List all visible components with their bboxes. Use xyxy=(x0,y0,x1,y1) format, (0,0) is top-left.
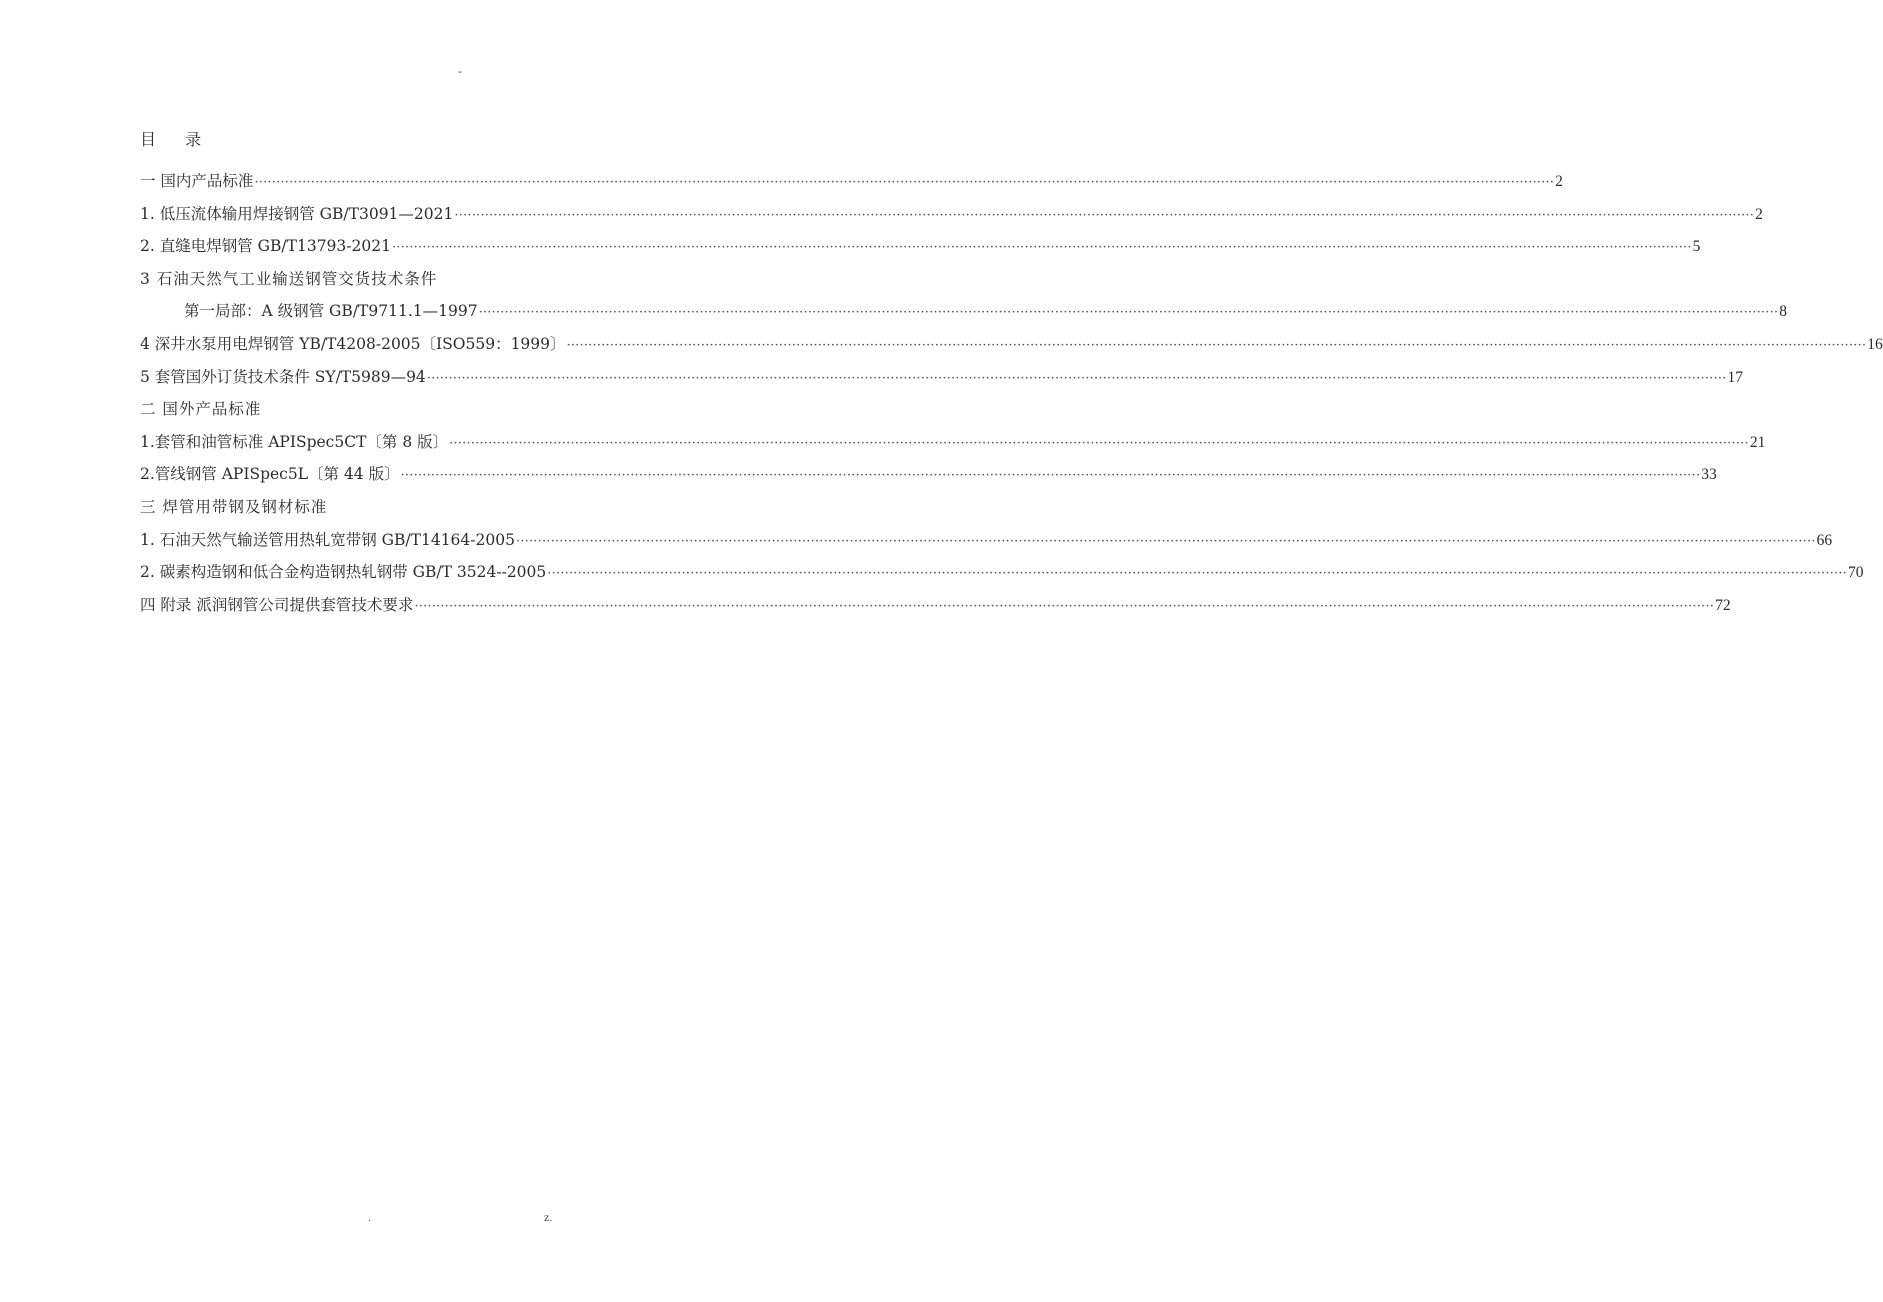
toc-row-label: 四 附录 派润钢管公司提供套管技术要求 xyxy=(140,595,414,614)
toc-row-label: 二 国外产品标准 xyxy=(140,400,262,419)
toc-leader-dots: ············································································································································································································································································································ xyxy=(566,337,1867,353)
footer-mark-right: z. xyxy=(544,1210,553,1224)
toc-row[interactable] xyxy=(140,559,1864,592)
toc-row[interactable] xyxy=(140,266,782,299)
toc-row[interactable] xyxy=(140,396,782,429)
toc-row-page: 33 xyxy=(1701,466,1717,484)
toc-row[interactable] xyxy=(140,168,1563,201)
toc-row[interactable] xyxy=(140,592,1731,625)
toc-row-page: 2 xyxy=(1555,173,1563,190)
toc-leader-dots: ············································································································································································································································································································ xyxy=(414,598,1715,614)
toc-row-label: 一 国内产品标准 xyxy=(140,172,254,190)
toc-row-label: 1.套管和油管标准 APISpec5CT〔第 8 版〕 xyxy=(140,432,449,451)
header-mark: - xyxy=(458,64,462,78)
toc-row-label: 2.管线钢管 APISpec5L〔第 44 版〕 xyxy=(140,465,400,484)
toc-leader-dots: ············································································································································································································································································································ xyxy=(426,370,1727,386)
toc-row-page: 17 xyxy=(1727,368,1744,386)
toc-row[interactable] xyxy=(140,429,1766,462)
toc-row[interactable] xyxy=(140,233,1701,266)
toc-leader-dots: ············································································································································································································································································································ xyxy=(449,435,1749,451)
toc-row-page: 5 xyxy=(1692,238,1701,256)
toc-row-page: 2 xyxy=(1755,205,1763,223)
toc-row[interactable] xyxy=(140,461,1717,494)
toc-row-label: 2. 碳素构造钢和低合金构造钢热轧钢带 GB/T 3524--2005 xyxy=(140,563,547,582)
toc-row-label: 第一局部：A 级钢管 GB/T9711.1—1997 xyxy=(184,302,478,321)
toc-row[interactable] xyxy=(140,201,1763,234)
toc-row[interactable] xyxy=(140,527,1833,560)
toc-leader-dots: ············································································································································································································································································································ xyxy=(478,305,1779,321)
toc-row-page: 70 xyxy=(1847,564,1864,582)
toc-leader-dots: ············································································································································································································································································································ xyxy=(454,207,1755,223)
toc-row[interactable] xyxy=(140,331,1883,364)
toc-leader-dots: ············································································································································································································································································································ xyxy=(547,566,1847,582)
toc-row-page: 8 xyxy=(1779,303,1788,321)
table-of-contents xyxy=(140,168,1883,624)
toc-row-label: 1. 石油天然气输送管用热轧宽带钢 GB/T14164-2005 xyxy=(140,530,515,549)
toc-leader-dots: ············································································································································································································································································································ xyxy=(391,240,1692,256)
toc-row[interactable] xyxy=(140,364,1744,397)
toc-row-label: 三 焊管用带钢及钢材标准 xyxy=(140,497,328,516)
toc-row-label: 3 石油天然气工业输送钢管交货技术条件 xyxy=(140,269,438,288)
toc-row-page: 21 xyxy=(1749,433,1766,451)
toc-row-label: 1. 低压流体输用焊接钢管 GB/T3091—2021 xyxy=(140,204,454,223)
toc-row-page: 72 xyxy=(1715,596,1731,614)
toc-title: 目 录 xyxy=(140,130,214,149)
footer-mark-left: . xyxy=(368,1210,371,1224)
toc-row-label: 4 深井水泵用电焊钢管 YB/T4208-2005〔ISO559：1999〕 xyxy=(140,334,566,353)
toc-leader-dots: ············································································································································································································································································································ xyxy=(400,468,1701,484)
toc-row-page: 66 xyxy=(1816,531,1833,549)
toc-leader-dots: ············································································································································································································································································································ xyxy=(254,175,1555,190)
toc-leader-dots: ············································································································································································································································································································ xyxy=(515,533,1816,549)
toc-row-page: 16 xyxy=(1867,335,1883,353)
toc-row-label: 5 套管国外订货技术条件 SY/T5989—94 xyxy=(140,367,426,386)
toc-row[interactable] xyxy=(140,298,1788,331)
toc-row-label: 2. 直缝电焊钢管 GB/T13793-2021 xyxy=(140,237,391,256)
toc-row[interactable] xyxy=(140,494,782,527)
